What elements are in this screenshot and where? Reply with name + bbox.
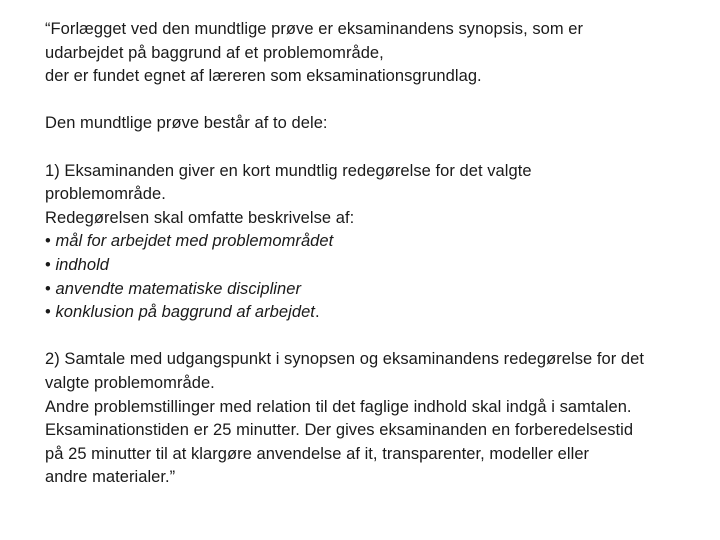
text-body	[45, 18, 710, 490]
intro-line: der er fundet egnet af læreren som eksaminationsgrundlag.	[45, 67, 482, 86]
part1-line: 1) Eksaminanden giver en kort mundtlig redegørelse for det valgte	[45, 161, 532, 180]
intro-paragraph	[45, 18, 710, 89]
part2-line: Eksaminationstiden er 25 minutter. Der gives eksaminanden en forberedelsestid	[45, 421, 634, 440]
bullet-item	[45, 230, 710, 254]
bullet-icon: •	[45, 303, 56, 322]
part1-line: problemområde.	[45, 185, 166, 204]
bullet-text: mål for arbejdet med problemområdet	[55, 232, 334, 251]
intro-line: udarbejdet på baggrund af et problemområde,	[45, 43, 384, 62]
bullet-text: indhold	[55, 255, 110, 274]
part1-line: Redegørelsen skal omfatte beskrivelse af:	[45, 208, 355, 227]
intro-line: “Forlægget ved den mundtlige prøve er eksaminandens synopsis, som er	[45, 20, 584, 38]
paragraph-spacer	[45, 136, 710, 160]
part2-line: 2) Samtale med udgangspunkt i synopsen og eksaminandens redegørelse for det	[45, 350, 645, 369]
bullet-text: anvendte matematiske discipliner	[55, 279, 302, 298]
bullet-icon: •	[45, 255, 56, 274]
part2-line: andre materialer.”	[45, 468, 176, 487]
part2-line: på 25 minutter til at klargøre anvendelse af it, transparenter, modeller eller	[45, 444, 590, 463]
bullet-item	[45, 254, 710, 278]
bullet-item	[45, 278, 710, 302]
paragraph-spacer	[45, 89, 710, 113]
bullet-end-punctuation: .	[314, 303, 320, 322]
bullet-icon: •	[45, 279, 56, 298]
paragraph-spacer	[45, 325, 710, 349]
part2-paragraph	[45, 348, 710, 490]
bullet-icon: •	[45, 232, 56, 251]
parts-intro-paragraph	[45, 112, 710, 136]
part2-line: Andre problemstillinger med relation til det faglige indhold skal indgå i samtalen.	[45, 397, 632, 416]
part2-line: valgte problemområde.	[45, 373, 215, 392]
bullet-text: konklusion på baggrund af arbejdet	[55, 303, 315, 322]
parts-intro-line: Den mundtlige prøve består af to dele:	[45, 114, 328, 133]
bullet-item	[45, 301, 710, 325]
part1-paragraph	[45, 160, 710, 325]
